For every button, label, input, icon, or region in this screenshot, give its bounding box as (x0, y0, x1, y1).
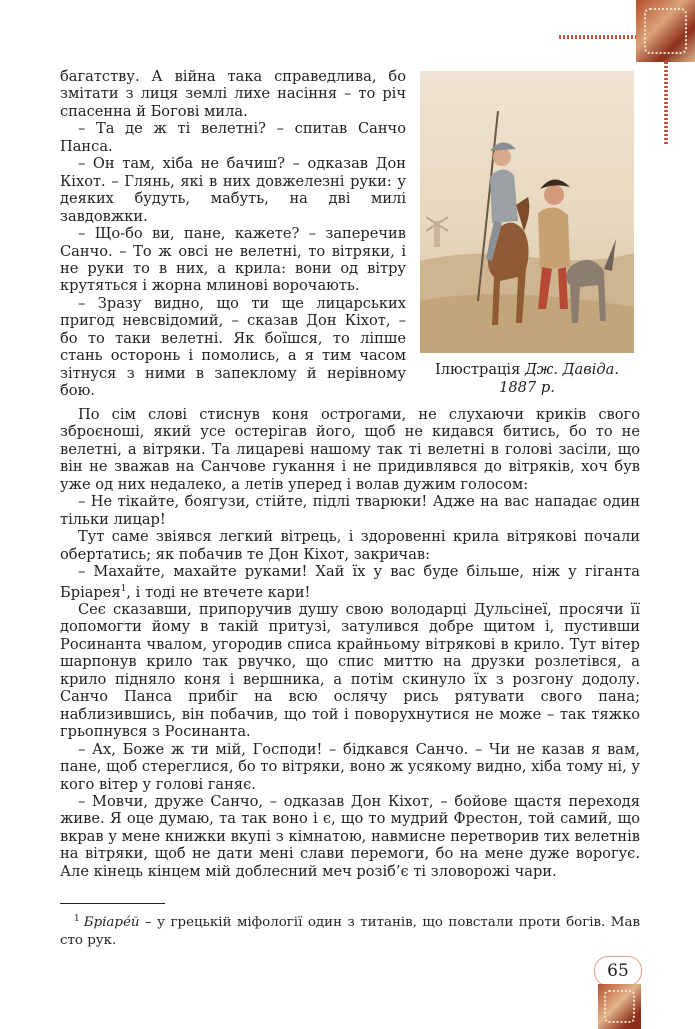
illustration-caption (420, 361, 634, 396)
footnote-text: – у грецькій міфології один з титанів, що повстали проти богів. Мав сто рук. (60, 915, 640, 948)
corner-ornament (636, 0, 695, 62)
paragraph: – Зразу видно, що ти ще лицарських пригод невсвідомий, – сказав Дон Кіхот, – бо то таки велетні. Як боїшся, то ліпше стань осторонь і помолись, а я тим часом зітнуся з ними в запеклому й нерівному бою. (60, 294, 406, 400)
footnote-term: Бріаре́й (83, 915, 140, 930)
paragraph: Сеє сказавши, припоручив душу свою володарці Дульсінеї, просячи її допомогти йому в такій притузі, затулився добре щитом і, пустивши Росинанта чвалом, угородив списа крайньому вітрякові в крило. Тут вітер шарпонув крило так рвучко, що спис миттю на друзки розлетівся, а крило підняло коня і вершника, а потім скинуло їх з розгону додолу. Санчо Панса прибіг на всю ослячу рись рятувати свого пана; наблизившись, він побачив, що той і поворухнутися не може – так тяжко грьопнувся з Росинанта. (60, 600, 640, 741)
paragraph: – Ах, Боже ж ти мій, Господи! – бідкався Санчо. – Чи не казав я вам, пане, щоб стереглися, бо то вітряки, воно ж усякому видно, хіба тому ні, у кого вітер у голові ганяє. (60, 740, 640, 793)
paragraph-text: , і тоді не втечете кари! (126, 583, 311, 601)
footnote-reference[interactable]: 1 (120, 583, 127, 594)
footnote-divider (60, 903, 165, 904)
decorative-dotted-line-vertical (664, 62, 668, 144)
page-number: 65 (594, 956, 642, 986)
paragraph: – Он там, хіба не бачиш? – одказав Дон Кіхот. – Глянь, які в них довжелезні руки: у деяких будуть, мабуть, на дві милі завдовжки. (60, 155, 406, 225)
paragraph-text: – Махайте, махайте руками! Хай їх у вас буде більше, ніж у гіганта Бріарея (60, 563, 640, 601)
paragraph: – Що-бо ви, пане, кажете? – заперечив Санчо. – То ж овсі не велетні, то вітряки, і не руки то в них, а крила: вони од вітру крутяться і жорна млинові ворочають. (60, 225, 406, 295)
main-text-column (60, 406, 640, 880)
caption-year: 1887 р. (499, 378, 555, 396)
paragraph: – Та де ж ті велетні? – спитав Санчо Панса. (60, 120, 406, 155)
paragraph: багатству. А війна така справедлива, бо змітати з лиця землі лихе насіння – то річ спасенна й Богові мила. (60, 68, 406, 120)
footnote (60, 910, 640, 950)
corner-ornament-bottom (598, 984, 641, 1029)
lead-text-column (60, 68, 406, 400)
caption-credit: Дж. Давіда. (524, 361, 619, 378)
paragraph: По сім слові стиснув коня острогами, не слухаючи криків свого зброєноші, який усе остерігав його, щоб не кидався битись, бо то не велетні, а вітряки. Та лицареві нашому так ті велетні в голові засіли, що він не зважав на Санчове гукання і не придивлявся до вітряків, хоч був уже од них недалеко, а летів уперед і волав дужим голосом: (60, 406, 640, 493)
footnote-number: 1 (74, 914, 80, 924)
paragraph-briarey (60, 563, 640, 601)
paragraph: – Мовчи, друже Санчо, – одказав Дон Кіхот, – бойове щастя переходя живе. Я оце думаю, та так воно і є, що то мудрий Фрестон, той самий, що вкрав у мене книжки вкупі з кімнатою, навмисне перетворив тих велетнів на вітряки, щоб не дати мені слави перемоги, бо на мене дуже ворогує. Але кінець кінцем мій доблесний меч розіб’є ті зловорожі чари. (60, 792, 640, 880)
decorative-dotted-line (559, 35, 636, 39)
caption-prefix: Ілюстрація (435, 361, 525, 378)
paragraph: – Не тікайте, боягузи, стійте, підлі тварюки! Адже на вас нападає один тільки лицар! (60, 493, 640, 528)
illustration-don-quixote-and-sancho (420, 71, 634, 353)
paragraph: Тут саме звіявся легкий вітрець, і здоровенні крила вітрякові почали обертатись; як побачив те Дон Кіхот, закричав: (60, 528, 640, 563)
